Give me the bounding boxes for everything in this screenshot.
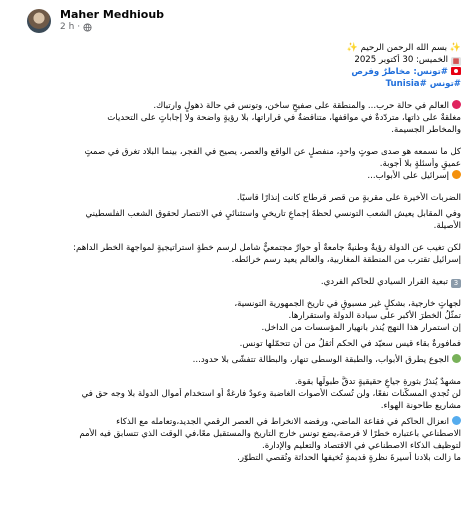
- date-line: ▦الخميس: 30 أكتوبر 2025: [354, 55, 460, 65]
- hashtags-line: [9, 78, 461, 90]
- basmala-line: ✨ بسم الله الرحمن الرحيم ✨: [346, 43, 461, 53]
- post-header: [0, 0, 469, 40]
- paragraph-4: لكن تغيب عن الدولة رؤيةٌ وطنيةٌ جامعةٌ أو حوارٌ مجتمعيٌّ شامل لرسم خطةٍ استراتيجيةٍ لمواجهة الخطر الداهم:: [73, 243, 461, 253]
- paragraph-8: ما زالت بلادنا أسيرةَ نظرةٍ قديمةٍ تُخيفها الحداثة وتُقصي التطوّر.: [237, 453, 461, 463]
- avatar[interactable]: [27, 9, 51, 33]
- paragraph-3: الأصيلة.: [433, 221, 461, 231]
- paragraph-3: الضربات الأخيرة على مقربةٍ من قصر قرطاج كانت إنذارًا قاسيًا.: [236, 193, 461, 203]
- paragraph-5: لجهاتٍ خارجية، بشكلٍ غير مسبوقٍ في تاريخ الجمهورية التونسية،: [234, 299, 461, 309]
- section-2-title: إسرائيل على الأبواب...: [9, 170, 461, 182]
- section-3-title: 3تبعية القرار السيادي للحاكم الفردي.: [9, 276, 461, 288]
- section-4-title: الجوع يطرق الأبواب، والطبقة الوسطى تنهار، والبطالة تتفشّى بلا حدود...: [9, 354, 461, 366]
- paragraph-7: مشاريع طاحونة الهواء.: [380, 401, 461, 411]
- paragraph-2: عميقٍ وأسئلةٍ بلا أجوبة.: [379, 159, 461, 169]
- orange-circle-icon: [452, 170, 461, 179]
- paragraph-8: الاصطناعي باعتباره خطرًا لا فرصة،يضع تونس خارج التاريخ والمستقبل معًا،في الوقت الذي تتسابق فيه الأمم: [79, 429, 461, 439]
- author-name[interactable]: Maher Medhioub: [60, 8, 165, 21]
- paragraph-8: لتوظيف الذكاء الاصطناعي في الاقتصاد والتعليم والإدارة.: [261, 441, 461, 451]
- sparkles-icon: ✨: [346, 43, 358, 53]
- tunisia-flag-icon: [451, 67, 461, 75]
- paragraph-3: وفي المقابل يعيش الشعب التونسي لحظةَ إجماعٍ تاريخيٍ واستثنائيٍ في الانتصار لحقوق الشعب الفلسطيني: [85, 209, 461, 219]
- globe-icon: [83, 23, 92, 32]
- post-time[interactable]: 2 h: [60, 22, 75, 32]
- paragraph-1: العالم في حالة حرب... والمنطقة على صفيحٍ ساخن، وتونس في حالة ذهولٍ وارتباك.: [9, 100, 461, 112]
- hashtags[interactable]: #تونس #Tunisia: [385, 79, 461, 89]
- paragraph-2: كل ما نسمعه هو صدى صوتٍ واحدٍ، منفصلٍ عن الواقع والعصر، يصيح في الفجر، بينما البلاد تغرق في صمتٍ: [84, 147, 461, 157]
- sparkles-icon: ✨: [449, 43, 461, 53]
- red-circle-icon: [452, 100, 461, 109]
- paragraph-6: فمافورةٌ بقاء قيس سعيّد في الحكم أثقلُ من أن تتحمّلها تونس.: [239, 339, 461, 349]
- paragraph-4: إسرائيل تقترب من المنطقة المغاربية، والعالم يعيد رسم خرائطه.: [231, 255, 461, 265]
- blue-circle-icon: [452, 416, 461, 425]
- paragraph-7: لن تُجدي المسكّنات نفعًا، ولن تُسكت الأصوات الغاضبة وعودٌ فارغةٌ أو استخدام أموال الدولة بلا وجه حق في: [81, 389, 461, 399]
- post-meta: [60, 22, 92, 32]
- topic-line: [9, 66, 461, 78]
- meta-separator: ·: [77, 22, 81, 32]
- paragraph-7: مشهدٌ يُنذرُ بثورةِ جياعٍ حقيقيةٍ تدقُّ طبولَها بقوة.: [294, 377, 461, 387]
- paragraph-8: انعزال الحاكم في فقاعة الماضي، ورفضه الانخراط في العصر الرقمي الجديد،وتعامله مع الذكاء: [9, 416, 461, 428]
- keycap-3-icon: 3: [451, 279, 461, 288]
- paragraph-1: والمخاطر الجسيمة.: [391, 125, 461, 135]
- green-circle-icon: [452, 354, 461, 363]
- post-text: [9, 42, 461, 464]
- paragraph-1: مغلقةٌ على ذاتها، متردّدةٌ في مواقفها، متناقضةٌ في قراراتها، بلا رؤيةٍ واضحة ولا إجاباتٍ على التحديات: [107, 113, 461, 123]
- calendar-icon: ▦: [452, 57, 460, 65]
- paragraph-5: إن استمرار هذا النهج يُنذر بانهيار المؤسسات من الداخل.: [261, 323, 461, 333]
- paragraph-5: تمثّلُ الخطرَ الأكبر على سيادة الدولة واستقرارها.: [288, 311, 461, 321]
- hashtag-tunisia-risks[interactable]: #تونس: مخاطرٌ وفرص: [351, 67, 448, 77]
